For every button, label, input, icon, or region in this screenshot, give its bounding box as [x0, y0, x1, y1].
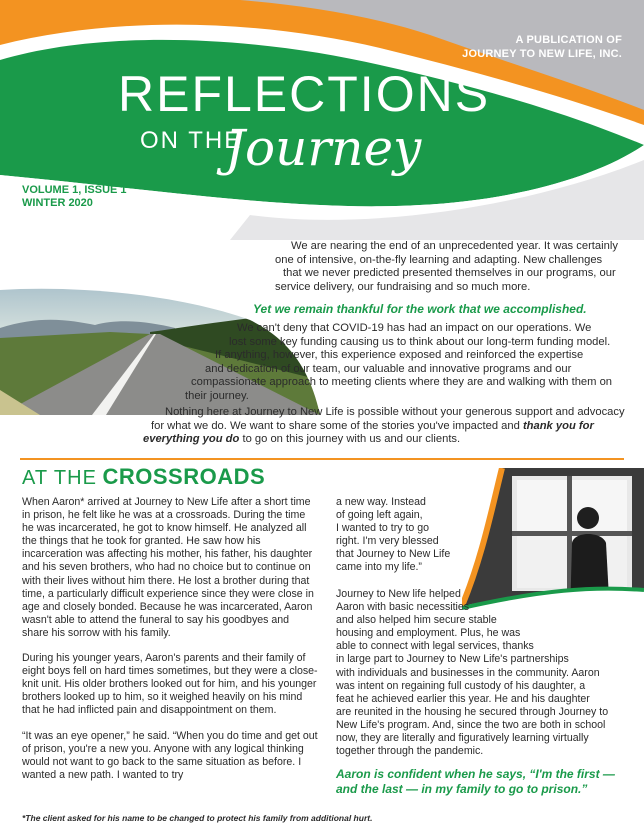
- article-title-prefix: AT THE: [22, 467, 97, 489]
- col2-top-line-4: right. I'm very blessed: [336, 535, 439, 548]
- col2-top-line-1: a new way. Instead: [336, 496, 426, 508]
- intro-p2-line-2: lost some key funding causing us to think about our long-term funding model.: [229, 335, 611, 348]
- col2-line-10: are reunited in the housing he secured through Journey to: [336, 705, 609, 718]
- intro-p3-line-1: Nothing here at Journey to New Life is possible without your generous support and advocacy: [165, 406, 625, 418]
- pull-quote-line-2: and the last — in my family to go to prison.”: [336, 782, 588, 796]
- publication-line-1: A PUBLICATION OF: [515, 34, 622, 46]
- col2-line-8: was intent on regaining full custody of his daughter, a: [336, 679, 586, 692]
- intro-paragraph-1: [245, 240, 630, 294]
- col2-line-6: in large part to Journey to New Life's partnerships: [336, 653, 569, 666]
- season-label: WINTER 2020: [22, 197, 93, 209]
- intro-p3-thank-you: thank you for: [522, 419, 594, 432]
- intro-p2-line-6: their journey.: [185, 389, 249, 402]
- intro-paragraph-2: [185, 322, 635, 404]
- intro-highlight: Yet we remain thankful for the work that we accomplished.: [253, 302, 587, 316]
- intro-p1-line-2: one of intensive, on-the-fly learning and adapting. New challenges: [275, 253, 603, 266]
- intro-p2-line-1: We can't deny that COVID-19 has had an impact on our operations. We: [237, 322, 592, 334]
- pull-quote-line-1: Aaron is confident when he says, “I'm the first —: [336, 767, 615, 781]
- col2-line-12: now, they are literally and figuratively learning virtually: [336, 732, 589, 745]
- publication-line-2: JOURNEY TO NEW LIFE, INC.: [462, 48, 622, 60]
- article-paragraph-3: “It was an eye opener,” he said. “When you do time and get out of prison, you're a new you. Anyone with any logical thinking would not want to go back to the same situation as before. I wanted a new path. I wanted to try: [22, 729, 318, 781]
- article-title: [22, 464, 265, 491]
- col2-line-1: Journey to New life helped: [336, 588, 461, 600]
- intro-p3-line-2: for what we do. We want to share some of the stories you've impacted and: [151, 419, 523, 432]
- article-title-main: CROSSROADS: [102, 464, 266, 489]
- col2-line-11: New Life's program. And, since the two are both in school: [336, 718, 606, 731]
- intro-p1-line-4: service delivery, our fundraising and so much more.: [275, 280, 531, 293]
- col2-line-4: housing and employment. Plus, he was: [336, 627, 521, 640]
- col2-top-line-2: of going left again,: [336, 509, 423, 522]
- intro-p3-line-3: to go on this journey with us and our clients.: [239, 433, 461, 446]
- col2-line-2: Aaron with basic necessities: [336, 601, 470, 614]
- masthead-title-on-the: ON THE: [140, 127, 243, 154]
- intro-p2-line-4: and dedication of our team, our valuable and innovative programs and our: [205, 362, 572, 375]
- article-paragraph-2: During his younger years, Aaron's parents and their family of eight boys fell on hard times sometimes, but they were a close-knit unit. His older brothers looked out for him, and his younger brothers looked up to him, so it weighed heavily on his mind that he had inflicted pain and disappointment on them.: [22, 652, 318, 717]
- article-column-2: [336, 588, 632, 758]
- col2-line-9: feat he achieved earlier this year. He and his daughter: [336, 692, 590, 705]
- col2-top-line-3: I wanted to try to go: [336, 522, 430, 535]
- col2-top-line-5: that Journey to New Life: [336, 548, 451, 561]
- intro-paragraph-3: [143, 406, 633, 447]
- volume-label: VOLUME 1, ISSUE 1: [22, 184, 127, 196]
- intro-p2-line-3: If anything, however, this experience exposed and reinforced the expertise: [215, 349, 584, 362]
- intro-p2-line-5: compassionate approach to meeting clients where they are and walking with them on: [191, 376, 613, 389]
- pull-quote: [336, 767, 626, 797]
- article-paragraph-1: When Aaron* arrived at Journey to New Life after a short time in prison, he felt like he was at a crossroads. During the time he was incarcerated, he got to know himself. He analyzed all the things that he took for granted. He saw how his incarceration was affecting his mother, his father, his daughter and his seven brothers, who had no choice but to continue on with their lives without him there. He lost a brother during that time, a particularly difficult experience since they were close in age and closely bonded. Because he was incarcerated, Aaron wasn't able to attend the funeral to say his goodbyes and share his sorrow with his family.: [22, 496, 314, 639]
- masthead-title-reflections: REFLECTIONS: [118, 66, 491, 122]
- publication-credit: [462, 33, 622, 61]
- footnote: *The client asked for his name to be changed to protect his family from additional hurt.: [22, 813, 373, 823]
- intro-p1-line-3: that we never predicted presented themselves in our programs, our: [283, 267, 616, 280]
- article-column-1: [22, 496, 318, 794]
- masthead-title-journey: Journey: [225, 119, 422, 177]
- intro-p3-everything: everything you do: [143, 433, 240, 446]
- col2-line-5: able to connect with legal services, thanks: [336, 640, 534, 653]
- article-column-2-top: [336, 496, 466, 575]
- col2-line-13: together through the pandemic.: [336, 745, 484, 758]
- col2-line-3: and also helped him secure stable: [336, 614, 497, 627]
- col2-top-line-6: came into my life.”: [336, 561, 422, 574]
- section-divider: [20, 458, 624, 460]
- issue-info: [22, 184, 127, 210]
- intro-p1-line-1: We are nearing the end of an unprecedented year. It was certainly: [291, 240, 618, 252]
- col2-line-7: with individuals and businesses in the community. Aaron: [336, 666, 600, 679]
